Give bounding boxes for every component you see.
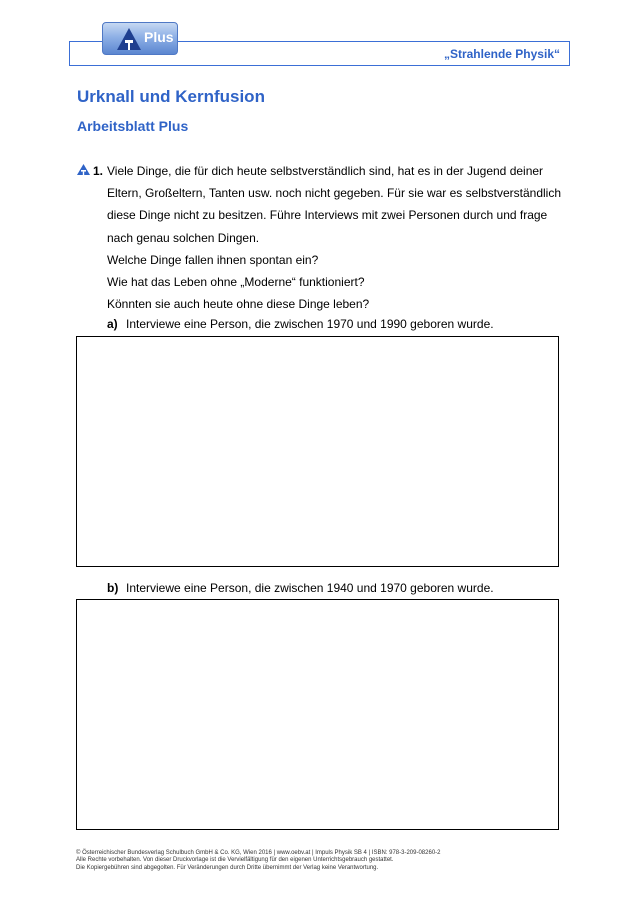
plus-logo (102, 22, 178, 55)
book-title: „Strahlende Physik“ (443, 47, 560, 61)
task-text (107, 160, 561, 315)
part-a-text: Interviewe eine Person, die zwischen 1970 und 1990 geboren wurde. (126, 317, 494, 331)
part-b-text: Interviewe eine Person, die zwischen 1940 und 1970 geboren wurde. (126, 581, 494, 595)
part-a-label: a) (107, 317, 118, 331)
page-subtitle: Arbeitsblatt Plus (77, 118, 189, 134)
page-title: Urknall und Kernfusion (77, 87, 265, 106)
footer-line: Die Kopiergebühren sind abgegolten. Für Veränderungen durch Dritte übernimmt der Verlag keine Verantwortung. (76, 864, 379, 871)
logo-label: Plus (144, 29, 174, 45)
answer-box-b[interactable] (76, 599, 559, 830)
task-line: nach genau solchen Dingen. (107, 230, 260, 245)
task-line: Eltern, Großeltern, Tanten usw. noch nicht gegeben. Für sie war es selbstverständlich (107, 186, 562, 201)
task-line: Wie hat das Leben ohne „Moderne“ funktioniert? (107, 275, 365, 290)
part-b-label: b) (107, 581, 119, 595)
answer-box-a[interactable] (76, 336, 559, 567)
task-line: diese Dinge nicht zu besitzen. Führe Interviews mit zwei Personen durch und frage (107, 208, 548, 223)
triangle-logo-icon (117, 28, 141, 50)
footer (76, 850, 441, 872)
task-line: Viele Dinge, die für dich heute selbstverständlich sind, hat es in der Jugend deiner (107, 164, 544, 178)
task-number: 1. (93, 164, 104, 178)
footer-line: © Österreichischer Bundesverlag Schulbuch GmbH & Co. KG, Wien 2016 | www.oebv.at | Impuls Physik SB 4 | ISBN: 978-3-209-08260-2 (76, 850, 441, 856)
blue-triangle-icon (77, 164, 90, 175)
task-line: Könnten sie auch heute ohne diese Dinge leben? (107, 297, 370, 312)
footer-line: Alle Rechte vorbehalten. Von dieser Druckvorlage ist die Vervielfältigung für den eigenen Unterrichtsgebrauch gestattet. (76, 857, 394, 864)
task-line: Welche Dinge fallen ihnen spontan ein? (107, 252, 319, 267)
